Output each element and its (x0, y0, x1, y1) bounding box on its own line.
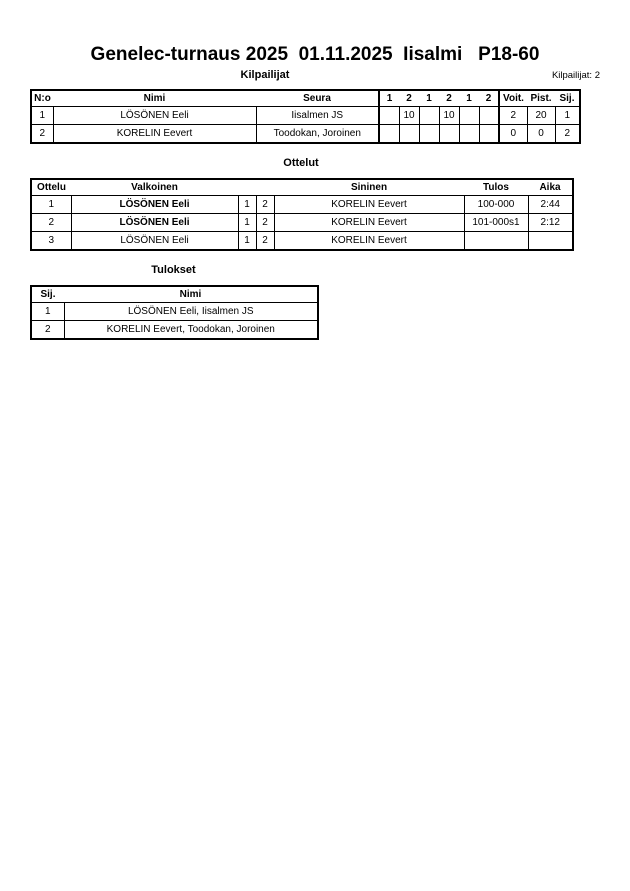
section-title-results: Tulokset (151, 264, 196, 276)
competitors-count: Kilpailijat: 2 (551, 70, 600, 81)
cell-name: KORELIN Eevert (53, 125, 256, 144)
col-header-score-2: 2 (399, 90, 419, 107)
cell-blue-no: 2 (256, 196, 274, 214)
cell-white-name: LÖSÖNEN Eeli (71, 196, 238, 214)
cell-wins: 2 (499, 107, 527, 125)
cell-white-no: 1 (238, 214, 256, 232)
cell-time (528, 232, 573, 251)
cell-score (479, 125, 499, 144)
col-header-score-1: 1 (379, 90, 399, 107)
section-title-matches: Ottelut (283, 157, 319, 169)
col-header-time: Aika (528, 179, 573, 196)
col-header-points: Pist. (527, 90, 555, 107)
cell-place: 2 (555, 125, 580, 144)
cell-time: 2:44 (528, 196, 573, 214)
col-header-spacer (238, 179, 256, 196)
col-header-no: N:o (31, 90, 53, 107)
cell-wins: 0 (499, 125, 527, 144)
result-row (31, 321, 318, 340)
col-header-blue: Sininen (274, 179, 464, 196)
cell-name: LÖSÖNEN Eeli (53, 107, 256, 125)
cell-result: 101-000s1 (464, 214, 528, 232)
cell-points: 20 (527, 107, 555, 125)
cell-name: LÖSÖNEN Eeli, Iisalmen JS (64, 303, 318, 321)
cell-white-no: 1 (238, 196, 256, 214)
cell-match-no: 2 (31, 214, 71, 232)
col-header-score-5: 1 (459, 90, 479, 107)
cell-name: KORELIN Eevert, Toodokan, Joroinen (64, 321, 318, 340)
cell-match-no: 3 (31, 232, 71, 251)
cell-points: 0 (527, 125, 555, 144)
col-header-name: Nimi (64, 286, 318, 303)
cell-blue-name: KORELIN Eevert (274, 232, 464, 251)
results-table (30, 285, 319, 340)
results-header-row (31, 286, 318, 303)
competitor-row (31, 107, 580, 125)
cell-blue-name: KORELIN Eevert (274, 214, 464, 232)
col-header-spacer (256, 179, 274, 196)
match-row (31, 232, 573, 251)
cell-white-name: LÖSÖNEN Eeli (71, 214, 238, 232)
col-header-score-4: 2 (439, 90, 459, 107)
matches-table (30, 178, 574, 251)
col-header-score-6: 2 (479, 90, 499, 107)
result-row (31, 303, 318, 321)
cell-blue-no: 2 (256, 232, 274, 251)
col-header-club: Seura (256, 90, 379, 107)
match-row (31, 214, 573, 232)
matches-header-row (31, 179, 573, 196)
page-title: Genelec-turnaus 2025 01.11.2025 Iisalmi P18-60 (90, 44, 540, 65)
competitors-header-row (31, 90, 580, 107)
cell-blue-no: 2 (256, 214, 274, 232)
cell-score (379, 107, 399, 125)
match-row (31, 196, 573, 214)
cell-score (399, 125, 419, 144)
cell-no: 1 (31, 107, 53, 125)
col-header-place: Sij. (555, 90, 580, 107)
cell-score (379, 125, 399, 144)
cell-place: 1 (555, 107, 580, 125)
col-header-name: Nimi (53, 90, 256, 107)
cell-white-no: 1 (238, 232, 256, 251)
cell-score (479, 107, 499, 125)
cell-result: 100-000 (464, 196, 528, 214)
cell-place: 1 (31, 303, 64, 321)
cell-club: Toodokan, Joroinen (256, 125, 379, 144)
cell-score: 10 (399, 107, 419, 125)
cell-white-name: LÖSÖNEN Eeli (71, 232, 238, 251)
cell-score: 10 (439, 107, 459, 125)
cell-match-no: 1 (31, 196, 71, 214)
cell-score (439, 125, 459, 144)
col-header-wins: Voit. (499, 90, 527, 107)
col-header-match: Ottelu (31, 179, 71, 196)
col-header-place: Sij. (31, 286, 64, 303)
cell-time: 2:12 (528, 214, 573, 232)
cell-score (459, 107, 479, 125)
cell-score (419, 125, 439, 144)
competitors-table (30, 89, 581, 144)
cell-place: 2 (31, 321, 64, 340)
competitor-row (31, 125, 580, 144)
cell-no: 2 (31, 125, 53, 144)
col-header-white: Valkoinen (71, 179, 238, 196)
cell-score (419, 107, 439, 125)
cell-result (464, 232, 528, 251)
cell-score (459, 125, 479, 144)
cell-club: Iisalmen JS (256, 107, 379, 125)
col-header-result: Tulos (464, 179, 528, 196)
col-header-score-3: 1 (419, 90, 439, 107)
cell-blue-name: KORELIN Eevert (274, 196, 464, 214)
section-title-competitors: Kilpailijat (240, 69, 290, 81)
